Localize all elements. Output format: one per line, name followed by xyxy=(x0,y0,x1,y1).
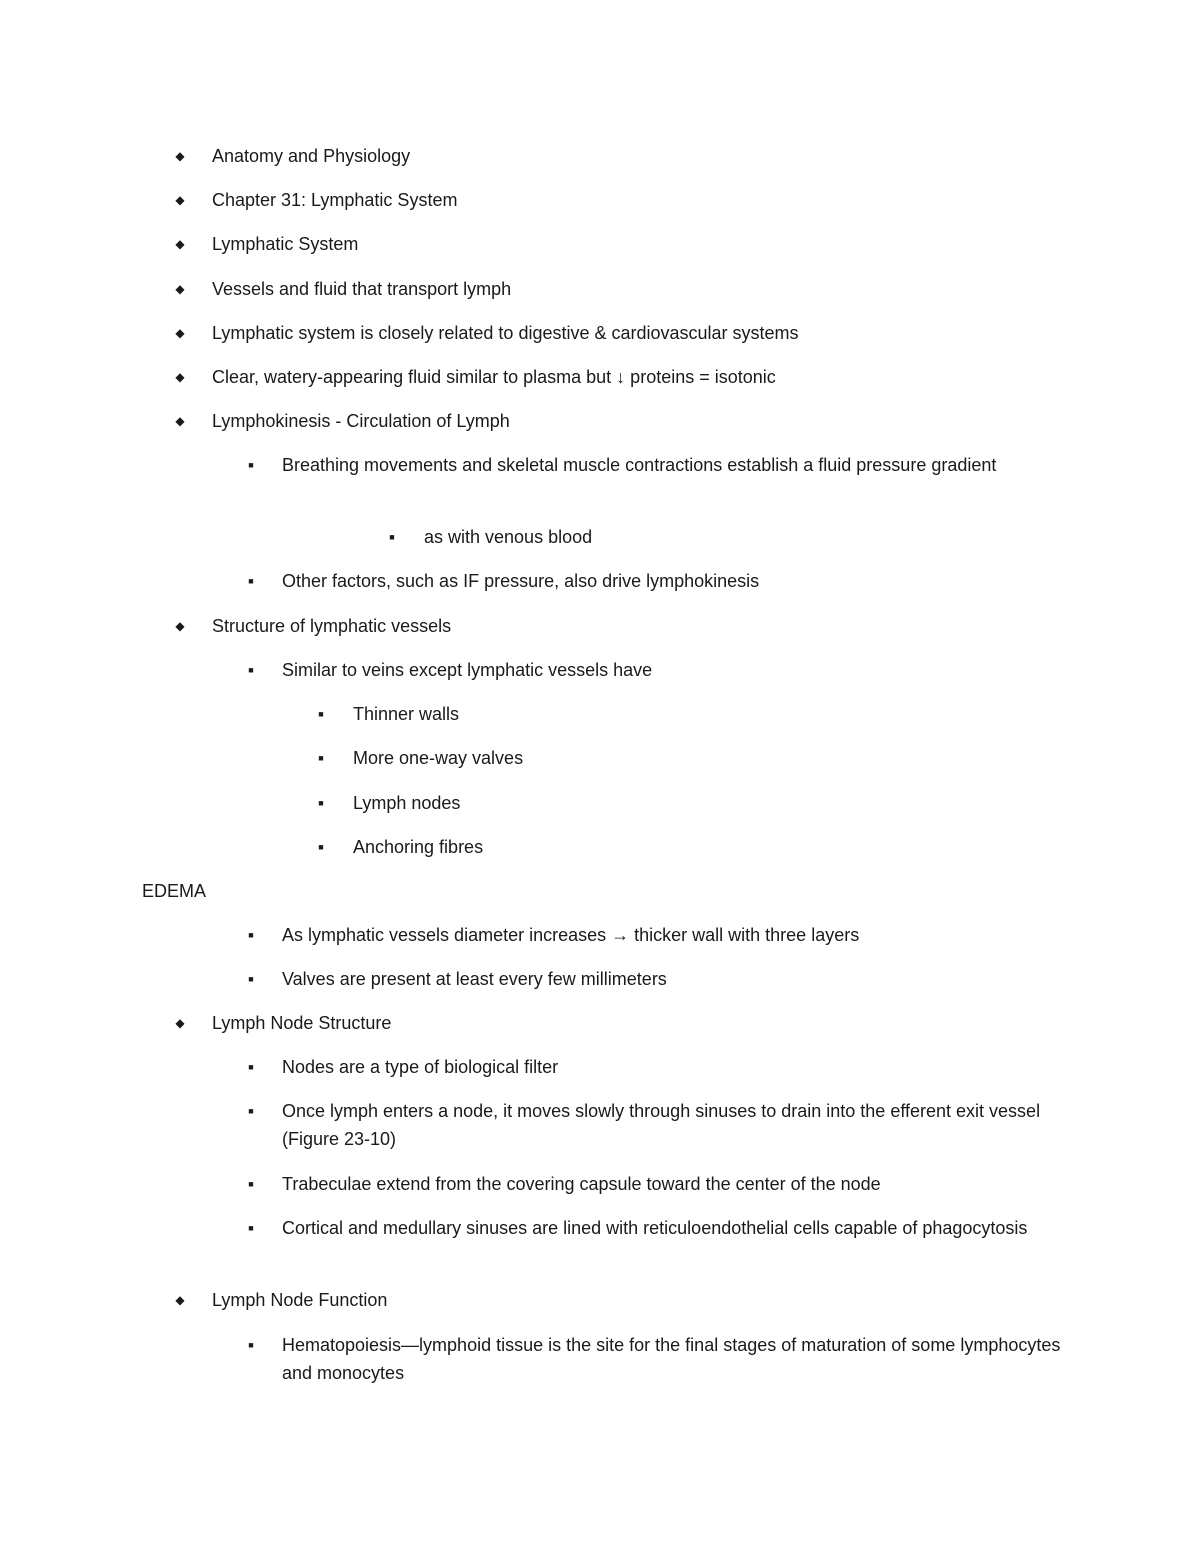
list-item: Hematopoiesis—lymphoid tissue is the site for the final stages of maturation of some lymphocytes and monocytes xyxy=(282,1335,1061,1383)
list-item: Clear, watery-appearing fluid similar to plasma but ↓ proteins = isotonic xyxy=(212,367,776,387)
diamond-bullet-icon: ◆ xyxy=(175,619,185,633)
square-bullet-icon: ■ xyxy=(318,753,324,763)
list-item: As lymphatic vessels diameter increases → thicker wall with three layers xyxy=(282,925,860,945)
square-bullet-icon: ■ xyxy=(248,576,254,586)
list-item: Lymph Node Structure xyxy=(212,1013,392,1033)
square-bullet-icon: ■ xyxy=(318,842,324,852)
list-item: Valves are present at least every few millimeters xyxy=(282,969,667,989)
section-heading: EDEMA xyxy=(142,881,207,901)
square-bullet-icon: ■ xyxy=(248,1106,254,1116)
list-item: Lymphatic System xyxy=(212,234,359,254)
list-item: Thinner walls xyxy=(353,704,460,724)
diamond-bullet-icon: ◆ xyxy=(175,1016,185,1030)
list-item: Chapter 31: Lymphatic System xyxy=(212,190,458,210)
list-item: More one-way valves xyxy=(353,748,524,768)
list-item: Structure of lymphatic vessels xyxy=(212,616,452,636)
list-item: Other factors, such as IF pressure, also drive lymphokinesis xyxy=(282,571,760,591)
list-item: Vessels and fluid that transport lymph xyxy=(212,279,512,299)
list-item: Trabeculae extend from the covering capsule toward the center of the node xyxy=(282,1174,881,1194)
square-bullet-icon: ■ xyxy=(248,1223,254,1233)
square-bullet-icon: ■ xyxy=(248,1179,254,1189)
list-item: Lymph Node Function xyxy=(212,1290,388,1310)
square-bullet-icon: ■ xyxy=(248,665,254,675)
list-item: as with venous blood xyxy=(424,527,593,547)
diamond-bullet-icon: ◆ xyxy=(175,237,185,251)
list-item: Anatomy and Physiology xyxy=(212,146,411,166)
square-bullet-icon: ■ xyxy=(248,930,254,940)
square-bullet-icon: ■ xyxy=(248,974,254,984)
list-item: Lymphatic system is closely related to digestive & cardiovascular systems xyxy=(212,323,799,343)
list-item: Lymph nodes xyxy=(353,793,461,813)
list-item: Anchoring fibres xyxy=(353,837,484,857)
square-bullet-icon: ■ xyxy=(248,1062,254,1072)
diamond-bullet-icon: ◆ xyxy=(175,149,185,163)
diamond-bullet-icon: ◆ xyxy=(175,370,185,384)
square-bullet-icon: ■ xyxy=(318,798,324,808)
square-bullet-icon: ■ xyxy=(248,460,254,470)
square-bullet-icon: ■ xyxy=(318,709,324,719)
diamond-bullet-icon: ◆ xyxy=(175,193,185,207)
list-item: Nodes are a type of biological filter xyxy=(282,1057,559,1077)
diamond-bullet-icon: ◆ xyxy=(175,282,185,296)
square-bullet-icon: ■ xyxy=(248,1340,254,1350)
list-item: Lymphokinesis - Circulation of Lymph xyxy=(212,411,510,431)
list-item: Similar to veins except lymphatic vessels have xyxy=(282,660,653,680)
list-item: Once lymph enters a node, it moves slowly through sinuses to drain into the efferent exit vessel (Figure 23-10) xyxy=(282,1101,1041,1149)
list-item: Cortical and medullary sinuses are lined with reticuloendothelial cells capable of phagocytosis xyxy=(282,1218,1028,1238)
square-bullet-icon: ■ xyxy=(389,532,395,542)
diamond-bullet-icon: ◆ xyxy=(175,326,185,340)
diamond-bullet-icon: ◆ xyxy=(175,414,185,428)
list-item: Breathing movements and skeletal muscle contractions establish a fluid pressure gradient xyxy=(282,455,997,475)
diamond-bullet-icon: ◆ xyxy=(175,1293,185,1307)
